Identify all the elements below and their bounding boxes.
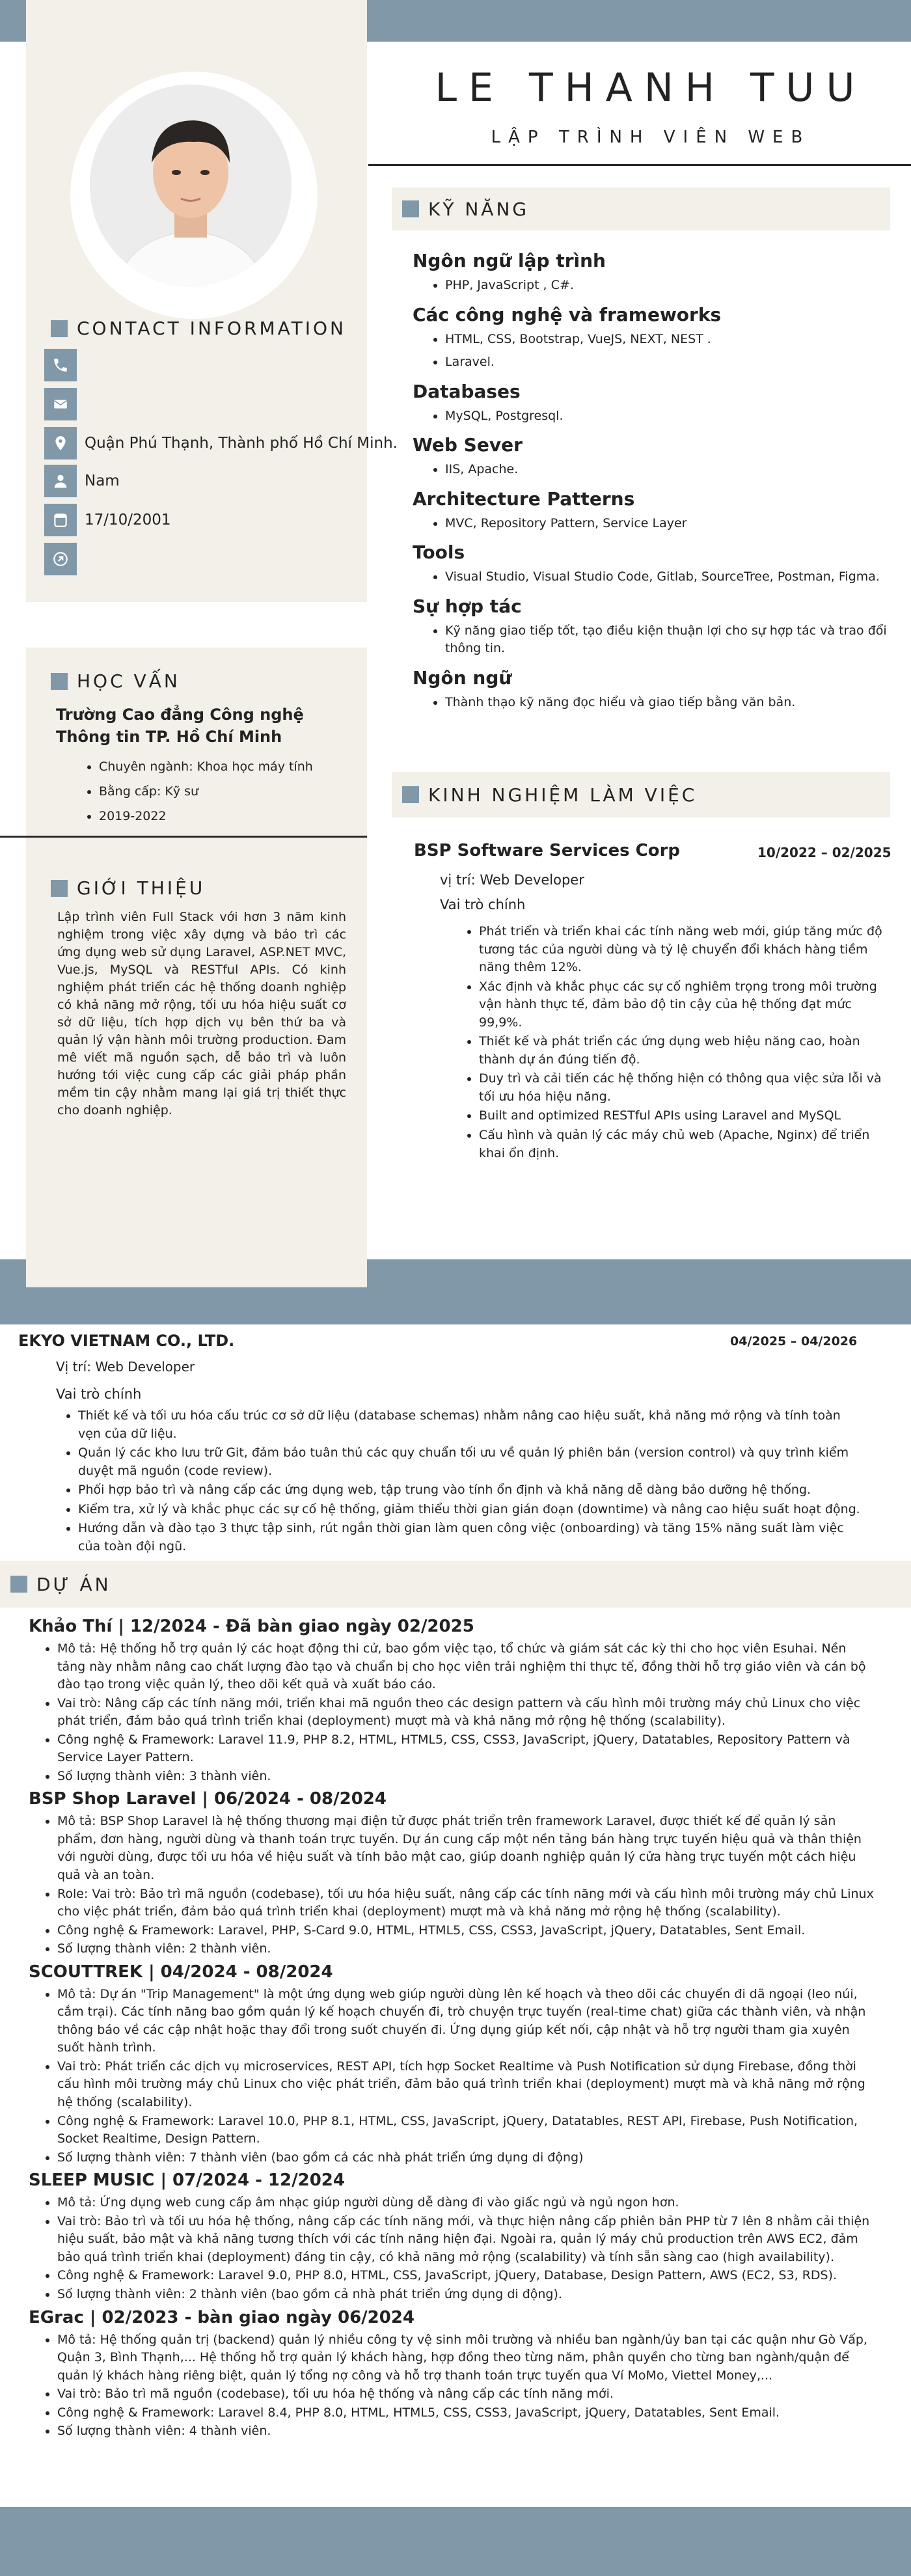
job-duty-item: • Thiết kế và tối ưu hóa cấu trúc cơ sở dữ liệu (database schemas) nhằm nâng cao hiệu suất, khả năng mở rộng và tính toàn vẹn của dữ liệu. (78, 1407, 862, 1443)
job-role-label: Vai trò chính (56, 1386, 142, 1402)
project-detail-item: • Mô tả: Dự án "Trip Management" là một ứng dụng web giúp người dùng lên kế hoạch và theo dõi các chuyến đi dã ngoại (leo núi, cắm trại). Các tính năng bao gồm quản lý kế hoạch chuyến đi, trò chuyện trực tuyến (real-time chat) giữa các thành viên, và nhận thông báo về các cập nhật hoặc thay đổi trong suốt chuyến đi. Ứng dụng giúp kết nối, cập nhật và hỗ trợ người tham gia xuyên suốt hành trình. (57, 1986, 875, 2057)
heading-square-icon (51, 880, 68, 897)
project-detail-item: • Số lượng thành viên: 2 thành viên. (57, 1940, 875, 1958)
left-gap (26, 602, 367, 648)
skill-item: • MySQL, Postgresql. (445, 407, 894, 426)
project-detail-item: • Số lượng thành viên: 3 thành viên. (57, 1768, 875, 1786)
education-item: • 2019-2022 (99, 804, 313, 828)
skill-group-title: Web Sever (413, 434, 523, 456)
project-detail-item: • Công nghệ & Framework: Laravel 11.9, PHP 8.2, HTML, HTML5, CSS, CSS3, JavaScript, jQuery, Datatables, Repository Pattern và Service Layer Pattern. (57, 1731, 875, 1767)
skill-item: • Thành thạo kỹ năng đọc hiểu và giao tiếp bằng văn bản. (445, 694, 894, 712)
skill-item: • PHP, JavaScript , C#. (445, 277, 894, 295)
contact-email-row (44, 388, 85, 420)
education-details (82, 754, 313, 829)
job-duties (462, 922, 882, 1164)
section-divider (0, 836, 367, 838)
job-duty-item: • Duy trì và cải tiến các hệ thống hiện có thông qua việc sửa lỗi và tối ưu hóa hiệu năng. (479, 1070, 882, 1106)
project-detail-item: • Công nghệ & Framework: Laravel, PHP, S-Card 9.0, HTML, HTML5, CSS, CSS3, JavaScript, jQuery, Datatables, Sent Email. (57, 1922, 875, 1940)
project-detail-item: • Mô tả: Hệ thống hỗ trợ quản lý các hoạt động thi cử, bao gồm việc tạo, tổ chức và giám sát các kỳ thi cho học viên Esuhai. Nền tảng này nhằm nâng cao chất lượng đào tạo và chuẩn bị cho học viên trải nghiệm thi thực tế, đồng thời hỗ trợ giáo viên và cán bộ đào tạo trong việc quản lý, theo dõi kết quả và xuất báo cáo. (57, 1640, 875, 1694)
intro-text: Lập trình viên Full Stack với hơn 3 năm kinh nghiệm trong việc xây dựng và bảo trì các ứng dụng web sử dụng Laravel, ASP.NET MVC, Vue.js, MySQL và RESTful APIs. Có kinh nghiệm phát triển các hệ thống doanh nghiệp có khả năng mở rộng, tối ưu hóa hiệu suất cơ sở dữ liệu, tích hợp dịch vụ bên thứ ba và quản lý vận hành môi trường production. Đam mê viết mã nguồn sạch, dễ bảo trì và luôn hướng tới việc cung cấp các giải pháp phần mềm tin cậy nhằm mang lại giá trị thiết thực cho doanh nghiệp. (57, 910, 346, 1117)
job-position: Vị trí: Web Developer (56, 1359, 195, 1375)
skill-item: • HTML, CSS, Bootstrap, VueJS, NEXT, NEST . (445, 331, 894, 349)
skill-item: • IIS, Apache. (445, 461, 894, 479)
skill-group-items (413, 568, 894, 586)
skill-item: • Laravel. (445, 353, 894, 372)
skill-group-items (413, 331, 894, 372)
project-details (29, 2194, 875, 2303)
job-period: 10/2022 – 02/2025 (757, 845, 891, 860)
project-detail-item: • Vai trò: Bảo trì và tối ưu hóa hệ thống, nâng cấp các tính năng mới, và thực hiện nâng cấp phiên bản PHP từ 7 lên 8 nhằm cải thiện hiệu suất, bảo mật và khả năng tương thích với các tính năng hiện đại. Ngoài ra, quản lý máy chủ production trên AWS EC2, đảm bảo quá trình triển khai (deployment) đáng tin cậy, có khả năng mở rộng (scalability) và tính sẵn sàng cao (high availability). (57, 2213, 875, 2267)
avatar (90, 85, 292, 286)
contact-gender-row (44, 465, 120, 497)
skill-group-title: Ngôn ngữ lập trình (413, 250, 606, 271)
project-detail-item: • Công nghệ & Framework: Laravel 8.4, PHP 8.0, HTML, HTML5, CSS, CSS3, JavaScript, jQuery, Datatables, Sent Email. (57, 2404, 875, 2422)
project-detail-item: • Công nghệ & Framework: Laravel 10.0, PHP 8.1, HTML, CSS, JavaScript, jQuery, Datatables, REST API, Firebase, Push Notification, Socket Realtime, Design Pattern. (57, 2113, 875, 2148)
school-name: Trường Cao đẳng Công nghệ Thông tin TP. Hồ Chí Minh (56, 706, 304, 746)
heading-square-icon (51, 673, 68, 690)
skill-group-title: Ngôn ngữ (413, 666, 512, 689)
gender-text: Nam (85, 473, 120, 489)
project-detail-item: • Vai trò: Phát triển các dịch vụ microservices, REST API, tích hợp Socket Realtime và Push Notification sử dụng Firebase, đồng thời cấu hình môi trường máy chủ Linux cho việc phát triển, đảm bảo quá trình triển khai (deployment) mượt mà và khả năng mở rộng hệ thống (scalability). (57, 2058, 875, 2112)
job-role-label: Vai trò chính (440, 897, 526, 912)
education-heading: HỌC VẤN (51, 670, 180, 692)
heading-square-icon (402, 200, 419, 217)
link-icon (44, 543, 77, 575)
location-pin-icon (44, 427, 77, 459)
projects-heading-bar: DỰ ÁN (0, 1561, 911, 1608)
project-entry (29, 1617, 875, 1785)
skill-item: • MVC, Repository Pattern, Service Layer (445, 515, 894, 533)
candidate-name: LE THANH TUU (435, 65, 867, 111)
project-entry (29, 2171, 875, 2303)
project-detail-item: • Số lượng thành viên: 2 thành viên (bao gồm cả nhà phát triển ứng dụng di động). (57, 2286, 875, 2304)
project-title: Khảo Thí | 12/2024 - Đã bàn giao ngày 02/2025 (29, 1617, 474, 1636)
skill-group-items (413, 277, 894, 295)
projects-list (29, 1617, 875, 2445)
skill-group-items (413, 461, 894, 479)
project-detail-item: • Mô tả: BSP Shop Laravel là hệ thống thương mại điện tử được phát triển trên framework Laravel, được thiết kế để quản lý sản phẩm, đơn hàng, người dùng và thanh toán trực tuyến. Dự án cung cấp một nền tảng bán hàng trực tuyến hiệu quả và thân thiện với người dùng, được tối ưu hóa về hiệu suất và tính bảo mật cao, giúp doanh nghiệp quản lý cửa hàng trực tuyến một cách hiệu quả và an toàn. (57, 1813, 875, 1884)
project-title: SCOUTTREK | 04/2024 - 08/2024 (29, 1962, 333, 1982)
project-details (29, 1986, 875, 2167)
phone-icon (44, 349, 77, 381)
job-duty-item: • Phát triển và triển khai các tính năng web mới, giúp tăng mức độ tương tác của người dùng và tỷ lệ chuyển đổi khách hàng tiềm năng thêm 12%. (479, 923, 882, 977)
skill-group-title: Architecture Patterns (413, 487, 635, 510)
job-duty-item: • Hướng dẫn và đào tạo 3 thực tập sinh, rút ngắn thời gian làm quen công việc (onboarding) và tăng 15% năng suất làm việc của toàn đội ngũ. (78, 1520, 862, 1555)
project-detail-item: • Số lượng thành viên: 4 thành viên. (57, 2422, 875, 2441)
job-duty-item: • Cấu hình và quản lý các máy chủ web (Apache, Nginx) để triển khai ổn định. (479, 1127, 882, 1162)
project-detail-item: • Vai trò: Nâng cấp các tính năng mới, triển khai mã nguồn theo các design pattern và cấu hình môi trường máy chủ Linux cho việc phát triển, đảm bảo quá trình triển khai (deployment) mượt mà và khả năng mở rộng hệ thống (scalability). (57, 1695, 875, 1731)
project-title: SLEEP MUSIC | 07/2024 - 12/2024 (29, 2171, 345, 2191)
skill-group-items (413, 515, 894, 533)
education-item: • Chuyên ngành: Khoa học máy tính (99, 755, 313, 778)
address-text: Quận Phú Thạnh, Thành phố Hồ Chí Minh. (85, 435, 398, 452)
project-title: BSP Shop Laravel | 06/2024 - 08/2024 (29, 1789, 387, 1809)
skill-item: • Kỹ năng giao tiếp tốt, tạo điều kiện thuận lợi cho sự hợp tác và trao đổi thông tin. (445, 622, 894, 658)
contact-dob-row (44, 504, 171, 536)
contact-link-row (44, 543, 85, 575)
job-company: EKYO VIETNAM CO., LTD. (18, 1332, 235, 1350)
person-icon (44, 465, 77, 497)
job-position: vị trí: Web Developer (440, 872, 584, 888)
project-detail-item: • Số lượng thành viên: 7 thành viên (bao gồm cả các nhà phát triển ứng dụng di động) (57, 2149, 875, 2167)
header-divider (368, 164, 911, 166)
bottom-band (0, 2507, 911, 2576)
project-entry (29, 1789, 875, 1958)
skill-group-items (413, 407, 894, 426)
project-detail-item: • Mô tả: Ứng dụng web cung cấp âm nhạc giúp người dùng dễ dàng đi vào giấc ngủ và ngủ ngon hơn. (57, 2194, 875, 2212)
heading-square-icon (51, 320, 68, 337)
skill-group-title: Databases (413, 380, 521, 402)
education-item: • Bằng cấp: Kỹ sư (99, 780, 313, 803)
skill-item: • Visual Studio, Visual Studio Code, Gitlab, SourceTree, Postman, Figma. (445, 568, 894, 586)
skill-group-title: Tools (413, 541, 465, 564)
email-icon (44, 388, 77, 420)
heading-square-icon (402, 786, 419, 803)
contact-phone-row (44, 349, 85, 381)
job-duty-item: • Built and optimized RESTful APIs using Laravel and MySQL (479, 1107, 882, 1125)
job-duty-item: • Phối hợp bảo trì và nâng cấp các ứng dụng web, tập trung vào tính ổn định và khả năng dễ dàng bảo dưỡng hệ thống. (78, 1481, 862, 1500)
job-company: BSP Software Services Corp (414, 841, 681, 860)
dob-text: 17/10/2001 (85, 512, 171, 528)
contact-heading: CONTACT INFORMATION (51, 318, 346, 339)
job-duty-item: • Quản lý các kho lưu trữ Git, đảm bảo tuân thủ các quy chuẩn tối ưu về quản lý phiên bản (version control) và quy trình kiểm duyệt mã nguồn (code review). (78, 1444, 862, 1480)
contact-address-row (44, 427, 398, 459)
job-duty-item: • Thiết kế và phát triển các ứng dụng web hiệu năng cao, hoàn thành dự án đúng tiến độ. (479, 1033, 882, 1069)
person-portrait-icon (90, 85, 292, 286)
skill-group-items (413, 622, 894, 658)
skills-list (413, 241, 894, 717)
skill-group-items (413, 694, 894, 712)
project-entry (29, 1962, 875, 2167)
project-detail-item: • Mô tả: Hệ thống quản trị (backend) quản lý nhiều công ty vệ sinh môi trường và nhiều ban ngành/ủy ban tại các quận như Gò Vấp, Quận 3, Bình Thạnh,... Hệ thống hỗ trợ quản lý khách hàng, hợp đồng theo từng năm, phân quyền cho từng ban ngành/quận để quản lý khách hàng riêng biệt, quản lý tổng nợ công và hỗ trợ thanh toán trực tuyến qua Ví MoMo, Viettel Money,... (57, 2331, 875, 2385)
project-detail-item: • Công nghệ & Framework: Laravel 9.0, PHP 8.0, HTML, CSS, JavaScript, jQuery, Database, Design Pattern, AWS (EC2, S3, RDS). (57, 2267, 875, 2285)
skill-group-title: Sự hợp tác (413, 595, 522, 617)
project-details (29, 2331, 875, 2441)
project-entry (29, 2308, 875, 2441)
project-detail-item: • Vai trò: Bảo trì mã nguồn (codebase), tối ưu hóa hệ thống và nâng cấp các tính năng mới. (57, 2385, 875, 2404)
project-details (29, 1640, 875, 1785)
candidate-role: LẬP TRÌNH VIÊN WEB (491, 128, 811, 147)
job-duty-item: • Xác định và khắc phục các sự cố nghiêm trọng trong môi trường vận hành thực tế, đảm bảo độ tin cậy của hệ thống đạt mức 99,9%. (479, 978, 882, 1032)
experience-heading-bar: KINH NGHIỆM LÀM VIỆC (392, 772, 890, 817)
project-title: EGrac | 02/2023 - bàn giao ngày 06/2024 (29, 2307, 415, 2327)
heading-square-icon (10, 1576, 27, 1593)
skills-heading-bar: KỸ NĂNG (392, 187, 890, 230)
job-duty-item: • Kiểm tra, xử lý và khắc phục các sự cố hệ thống, giảm thiểu thời gian gián đoạn (downtime) và nâng cao hiệu suất hoạt động. (78, 1501, 862, 1519)
skill-group-title: Các công nghệ và frameworks (413, 303, 722, 325)
job-duties (61, 1406, 862, 1557)
calendar-icon (44, 504, 77, 536)
project-detail-item: • Role: Vai trò: Bảo trì mã nguồn (codebase), tối ưu hóa hiệu suất, nâng cấp các tính năng mới và cấu hình môi trường máy chủ Linux cho việc phát triển, đảm bảo quá trình triển khai (deployment) mượt mà và khả năng mở rộng hệ thống (scalability). (57, 1885, 875, 1921)
job-period: 04/2025 – 04/2026 (730, 1334, 858, 1349)
project-details (29, 1813, 875, 1958)
intro-heading: GIỚI THIỆU (51, 877, 205, 899)
